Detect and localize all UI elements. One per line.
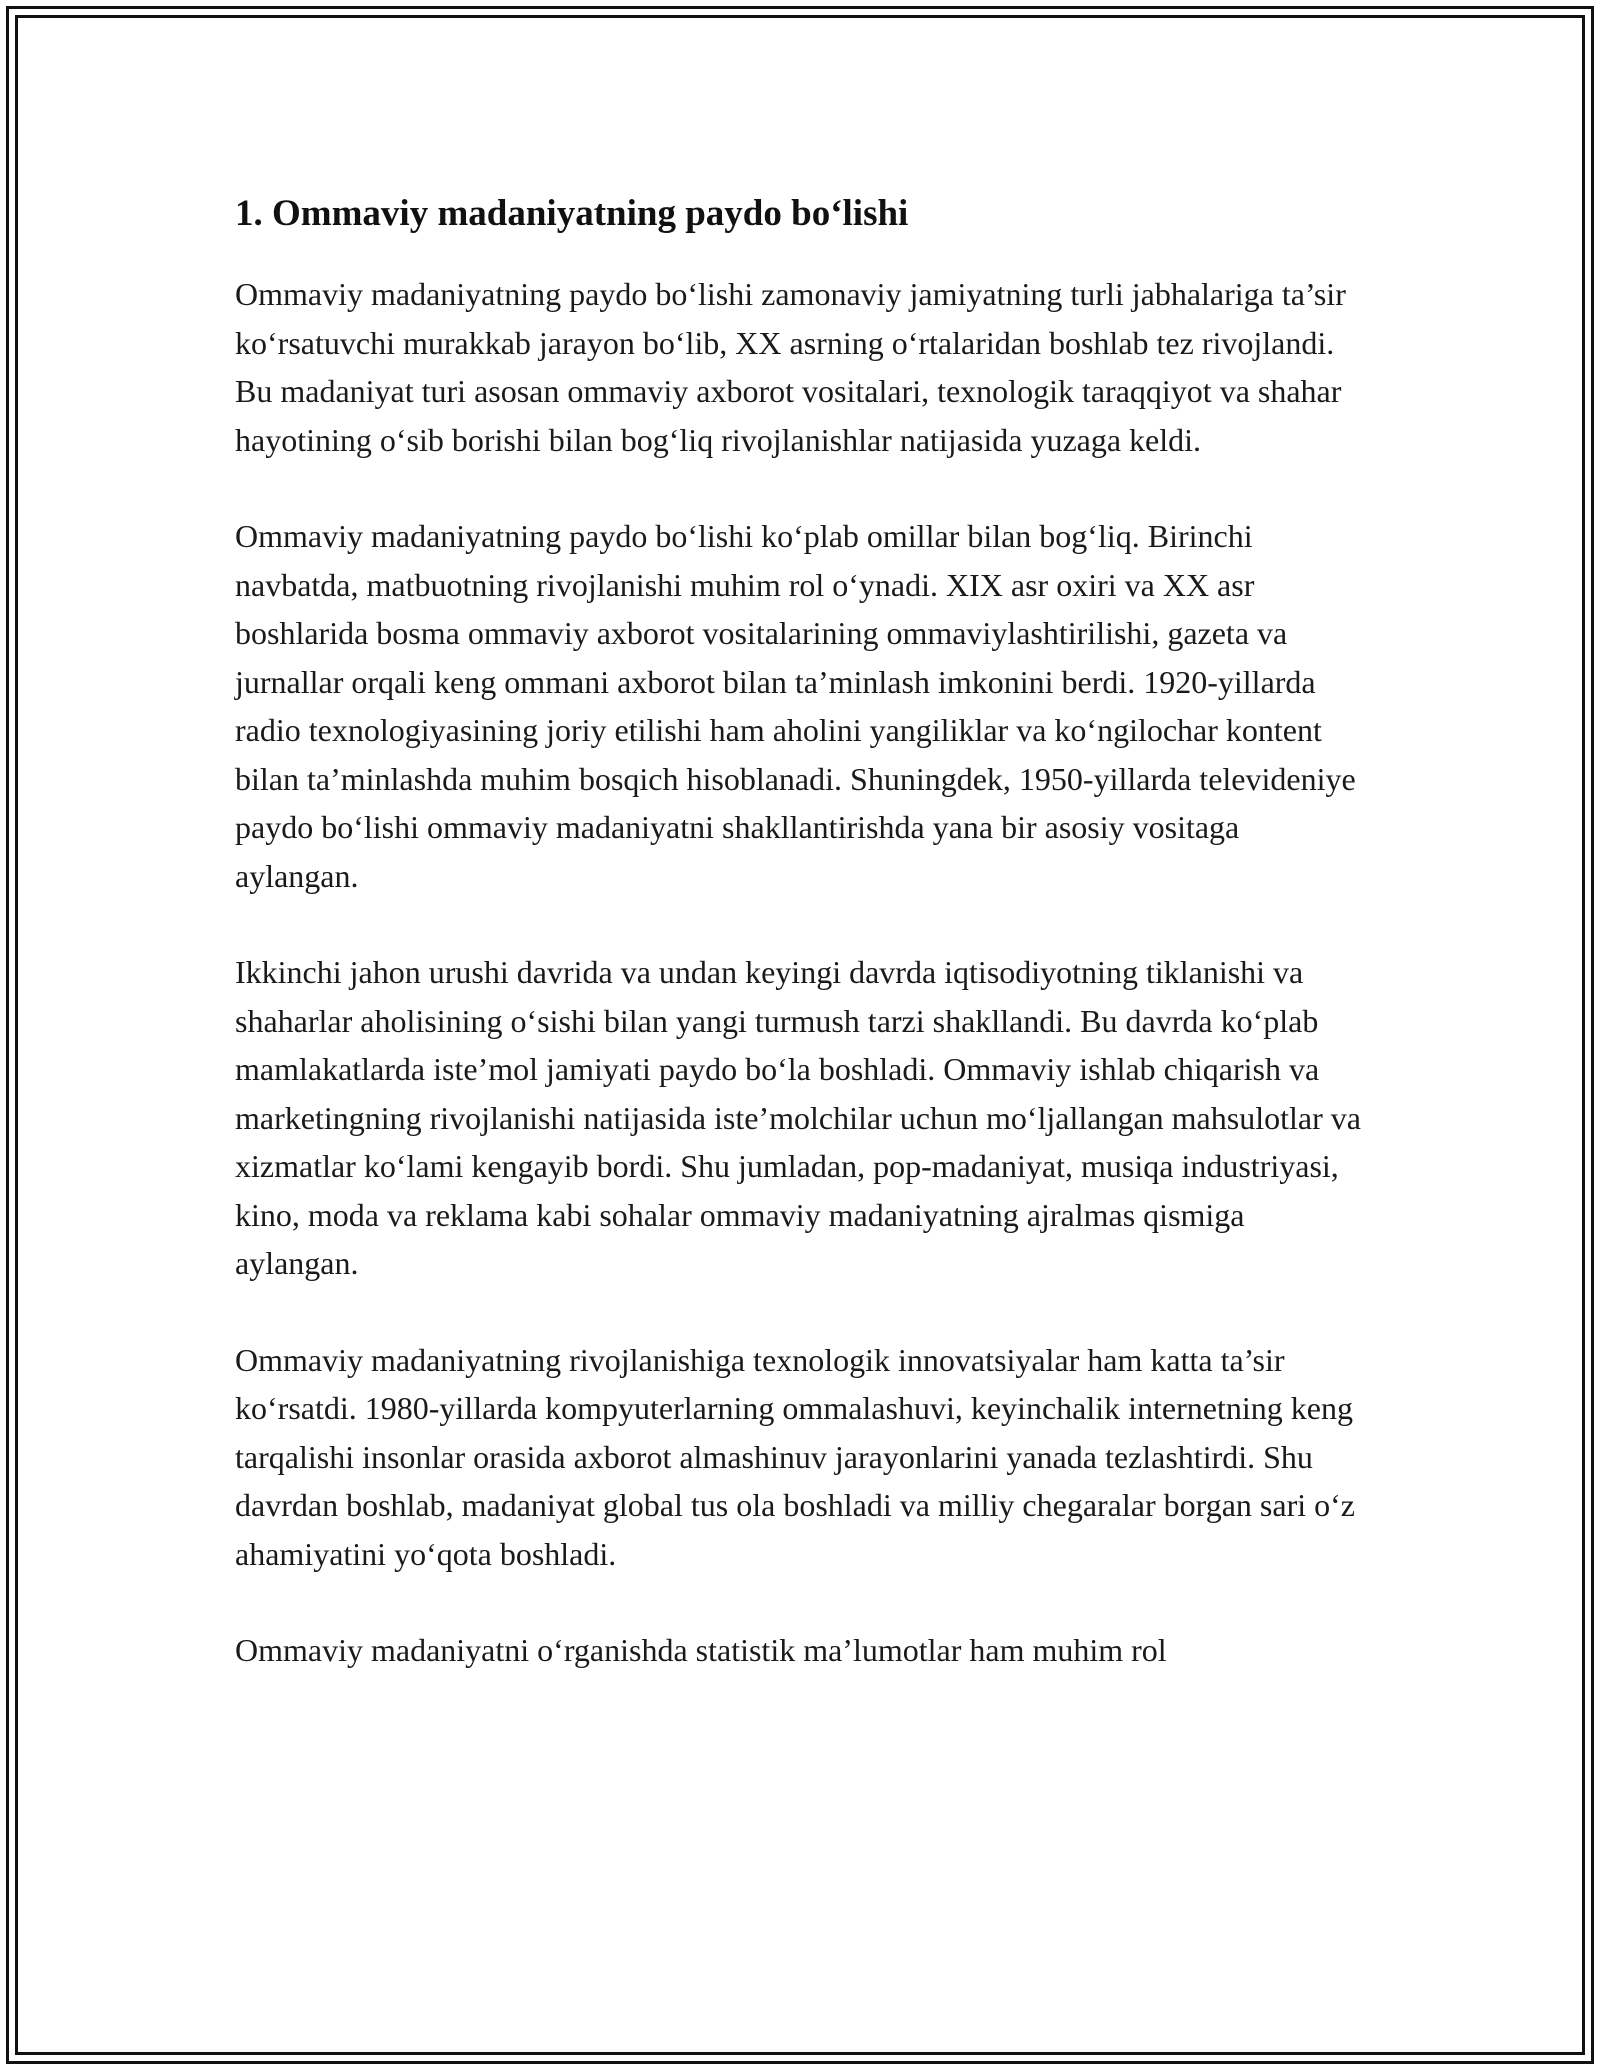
paragraph-3: Ikkinchi jahon urushi davrida va undan keyingi davrda iqtisodiyotning tiklanishi va shaharlar aholisining o‘sishi bilan yangi turmush tarzi shakllandi. Bu davrda ko‘plab mamlakatlarda iste’mol jamiyati paydo bo‘la boshladi. Ommaviy ishlab chiqarish va marketingning rivojlanishi natijasida iste’molchilar uchun mo‘ljallangan mahsulotlar va xizmatlar ko‘lami kengayib bordi. Shu jumladan, pop-madaniyat, musiqa industriyasi, kino, moda va reklama kabi sohalar ommaviy madaniyatning ajralmas qismiga aylangan. [235,954,1361,1281]
document-body [235,182,1365,1675]
paragraph-5: Ommaviy madaniyatni o‘rganishda statistik ma’lumotlar ham muhim rol [235,1632,1167,1668]
section-heading: 1. Ommaviy madaniyatning paydo bo‘lishi [235,193,909,234]
paragraph-1: Ommaviy madaniyatning paydo bo‘lishi zamonaviy jamiyatning turli jabhalariga ta’sir ko‘rsatuvchi murakkab jarayon bo‘lib, XX asrning o‘rtalaridan boshlab tez rivojlandi. Bu madaniyat turi asosan ommaviy axborot vositalari, texnologik taraqqiyot va shahar hayotining o‘sib borishi bilan bog‘liq rivojlanishlar natijasida yuzaga keldi. [235,276,1346,458]
paragraph-2: Ommaviy madaniyatning paydo bo‘lishi ko‘plab omillar bilan bog‘liq. Birinchi navbatda, matbuotning rivojlanishi muhim rol o‘ynadi. XIX asr oxiri va XX asr boshlarida bosma ommaviy axborot vositalarining ommaviylashtirilishi, gazeta va jurnallar orqali keng ommani axborot bilan ta’minlash imkonini berdi. 1920-yillarda radio texnologiyasining joriy etilishi ham aholini yangiliklar va ko‘ngilochar kontent bilan ta’minlashda muhim bosqich hisoblanadi. Shuningdek, 1950-yillarda televideniye paydo bo‘lishi ommaviy madaniyatni shakllantirishda yana bir asosiy vositaga aylangan. [235,518,1356,894]
paragraph-4: Ommaviy madaniyatning rivojlanishiga texnologik innovatsiyalar ham katta ta’sir ko‘rsatdi. 1980-yillarda kompyuterlarning ommalashuvi, keyinchalik internetning keng tarqalishi insonlar orasida axborot almashinuv jarayonlarini yanada tezlashtirdi. Shu davrdan boshlab, madaniyat global tus ola boshladi va milliy chegaralar borgan sari o‘z ahamiyatini yo‘qota boshladi. [235,1341,1355,1572]
